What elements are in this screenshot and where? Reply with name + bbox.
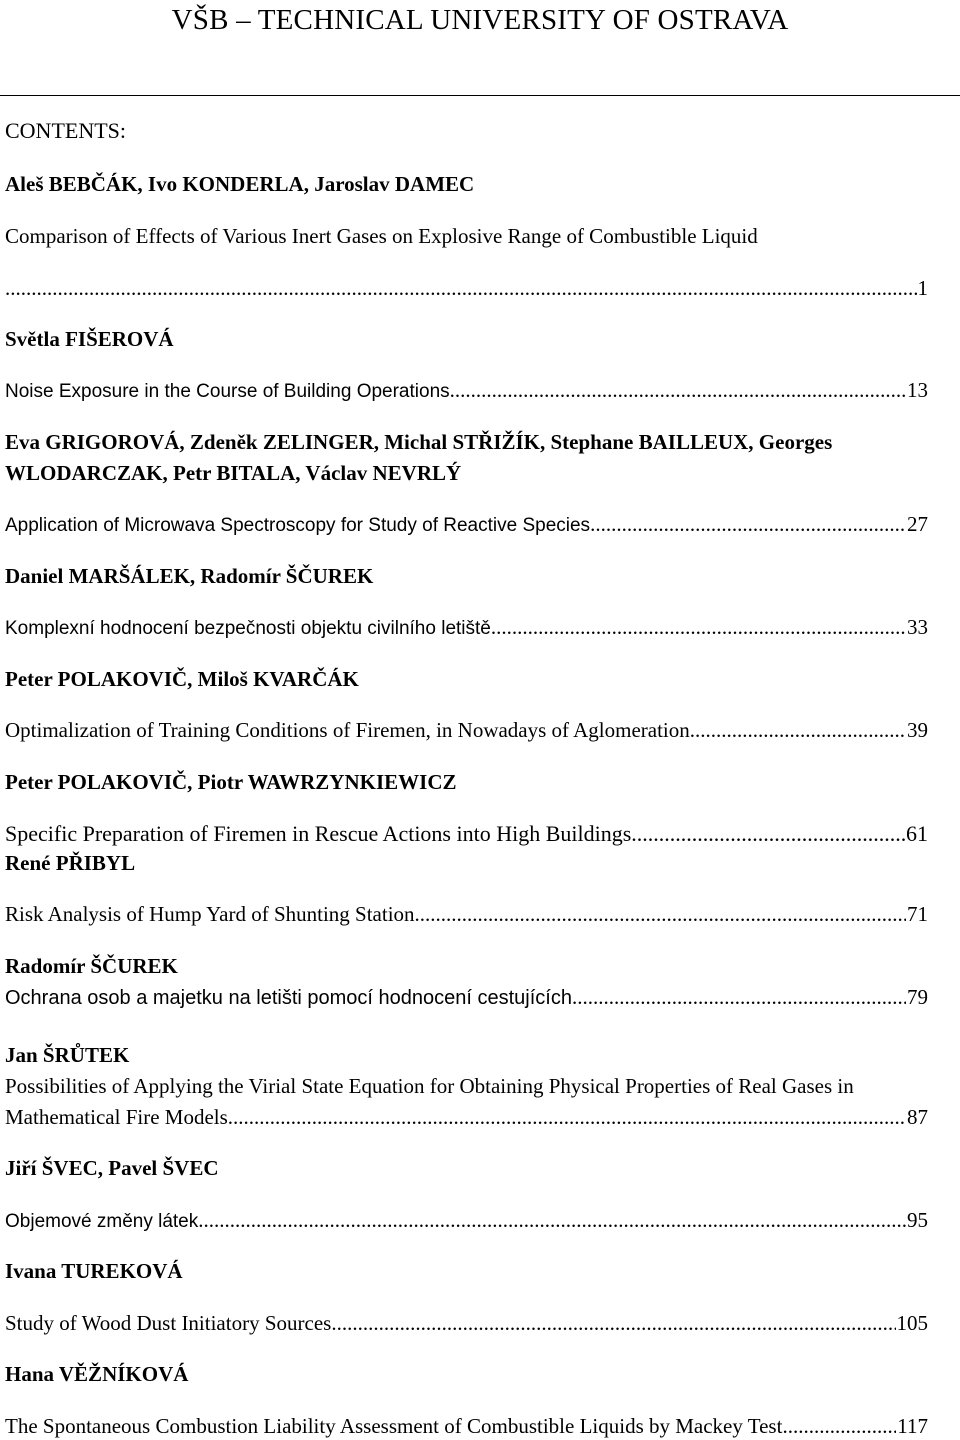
toc-entry-link[interactable] [5, 821, 928, 847]
header-divider [0, 95, 960, 96]
toc-entry-link[interactable] [5, 1207, 928, 1235]
entry-page-number: 117 [897, 1414, 928, 1438]
entry-title: Ochrana osob a majetku na letišti pomocí hodnocení cestujících [5, 987, 572, 1009]
entry-title: Objemové změny látek [5, 1211, 199, 1232]
toc-entry-link[interactable] [5, 511, 928, 539]
leader-dots [572, 984, 906, 1010]
toc-entry-link[interactable] [5, 275, 928, 301]
leader-dots [198, 1207, 906, 1233]
leader-dots [782, 1413, 896, 1439]
leader-dots [590, 511, 906, 537]
contents-heading: CONTENTS: [5, 118, 126, 143]
entry-title: Specific Preparation of Firemen in Rescue Actions into High Buildings [5, 821, 632, 846]
entry-authors: Daniel MARŠÁLEK, Radomír ŠČUREK [5, 564, 374, 588]
leader-dots [491, 614, 906, 640]
entry-page-number: 87 [907, 1105, 928, 1129]
entry-title: The Spontaneous Combustion Liability Assessment of Combustible Liquids by Mackey Test [5, 1414, 783, 1438]
toc-entry-link[interactable] [5, 717, 928, 743]
entry-title: Comparison of Effects of Various Inert Gases on Explosive Range of Combustible Liquid [5, 224, 758, 248]
entry-title: Komplexní hodnocení bezpečnosti objektu civilního letiště [5, 618, 491, 639]
toc-entry-link[interactable] [5, 901, 928, 927]
leader-dots [631, 821, 905, 847]
entry-title: Risk Analysis of Hump Yard of Shunting Station [5, 902, 415, 926]
entry-page-number: 39 [907, 718, 928, 742]
entry-page-number: 27 [907, 512, 928, 536]
entry-page-number: 95 [907, 1208, 928, 1232]
entry-page-number: 105 [896, 1311, 928, 1335]
toc-entry-link[interactable] [5, 377, 928, 405]
entry-authors: Ivana TUREKOVÁ [5, 1259, 183, 1283]
entry-page-number: 33 [907, 615, 928, 639]
entry-authors: Aleš BEBČÁK, Ivo KONDERLA, Jaroslav DAMEC [5, 172, 475, 196]
entry-authors: Peter POLAKOVIČ, Piotr WAWRZYNKIEWICZ [5, 770, 457, 794]
leader-dots [450, 377, 906, 403]
leader-dots [5, 275, 917, 301]
entry-page-number: 13 [907, 378, 928, 402]
entry-authors: Peter POLAKOVIČ, Miloš KVARČÁK [5, 667, 359, 691]
entry-authors: Hana VĚŽNÍKOVÁ [5, 1362, 189, 1386]
entry-page-number: 71 [907, 902, 928, 926]
entry-authors: René PŘIBYL [5, 851, 136, 875]
leader-dots [228, 1104, 906, 1130]
leader-dots [415, 901, 906, 927]
entry-title: Mathematical Fire Models [5, 1105, 228, 1129]
leader-dots [331, 1310, 895, 1336]
entry-page-number: 79 [907, 985, 928, 1009]
toc-entry-link[interactable] [5, 1104, 928, 1130]
entry-title: Study of Wood Dust Initiatory Sources [5, 1311, 332, 1335]
entry-page-number: 1 [917, 276, 928, 300]
entry-title: Optimalization of Training Conditions of Firemen, in Nowadays of Aglomeration [5, 718, 690, 742]
leader-dots [690, 717, 906, 743]
entry-authors: Eva GRIGOROVÁ, Zdeněk ZELINGER, Michal STŘIŽÍK, Stephane BAILLEUX, Georges [5, 430, 833, 454]
entry-title: Possibilities of Applying the Virial State Equation for Obtaining Physical Properties of Real Gases in [5, 1074, 854, 1098]
entry-authors: WLODARCZAK, Petr BITALA, Václav NEVRLÝ [5, 461, 462, 485]
toc-entry-link[interactable] [5, 984, 928, 1011]
entry-page-number: 61 [906, 821, 928, 846]
entry-authors: Jan ŠRŮTEK [5, 1043, 130, 1067]
toc-entry-link[interactable] [5, 614, 928, 642]
entry-authors: Radomír ŠČUREK [5, 954, 178, 978]
entry-authors: Jiří ŠVEC, Pavel ŠVEC [5, 1156, 219, 1180]
page-title: VŠB – TECHNICAL UNIVERSITY OF OSTRAVA [171, 4, 789, 36]
toc-entry-link[interactable] [5, 1310, 928, 1336]
entry-title: Noise Exposure in the Course of Building Operations [5, 381, 450, 402]
toc-entry-link[interactable] [5, 1413, 928, 1439]
entry-title: Application of Microwava Spectroscopy for Study of Reactive Species [5, 515, 591, 536]
entry-authors: Světla FIŠEROVÁ [5, 327, 174, 351]
